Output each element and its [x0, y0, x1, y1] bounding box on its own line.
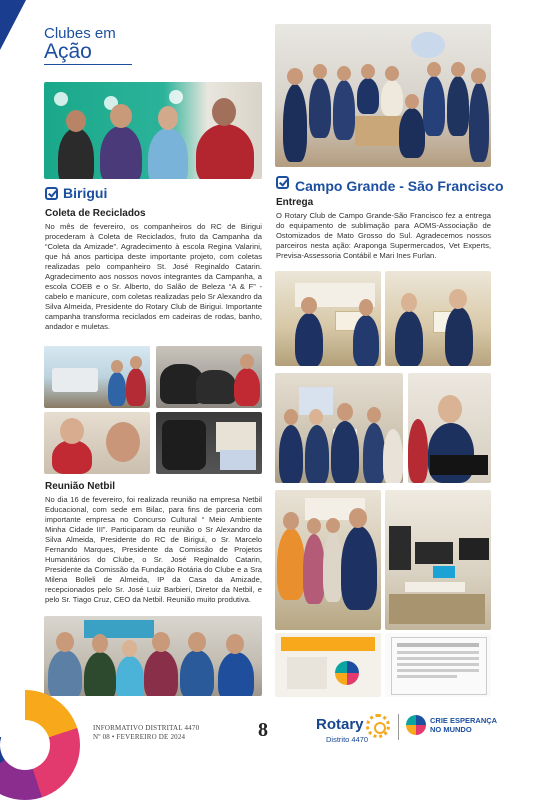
- birigui-group-photo: [44, 82, 262, 179]
- page-number: 8: [258, 719, 268, 741]
- rotary-logo-text: Rotary: [316, 716, 364, 733]
- birigui-heading: Birigui: [63, 185, 108, 201]
- district-label: Distrito 4470: [326, 735, 369, 744]
- rotary-wheel-icon: [366, 714, 390, 738]
- campo-grande-check-icon: [276, 176, 289, 189]
- hope-logo-icon: [406, 715, 426, 735]
- birigui-check-icon: [45, 187, 58, 200]
- birigui-body: No mês de fevereiro, os companheiros do RC de Birigui procederam à Coleta de Reciclados, fruto da Campanha da “Coleta da Amizade”. Agradecimento à escola Regina Valarini, que há anos participa deste importante projeto, com coletas realizadas pelo companheiro St. José Reginaldo Catarin. Agradecimento aos nossos novos integrantes da Campanha, a escola COEB e o Sr. Alberto, do Salão de Beleza “A & F” - cabelo e manicure, com coletas realizadas pelo Sr Alexandro da Silva Almeida, Presidente do Rotary Club de Birigui. Importante campanha transforma reciclados em cadeiras de rodas, banho, andador e muletas.: [45, 222, 262, 331]
- netbil-meeting-photo: [44, 616, 262, 696]
- footer-line1: INFORMATIVO DISTRITAL 4470: [93, 724, 200, 732]
- netbil-subtitle: Reunião Netbil: [45, 481, 116, 492]
- delivery-photo-4: [408, 373, 491, 483]
- sublimation-equipment-photo: [385, 490, 491, 630]
- section-title-line2: Ação: [44, 40, 92, 63]
- delivery-photo-5: [275, 490, 381, 630]
- birigui-subtitle: Coleta de Reciclados: [45, 208, 146, 219]
- recycling-photo-3: [44, 412, 150, 474]
- section-title: [44, 26, 116, 63]
- campo-grande-subtitle: Entrega: [276, 197, 314, 208]
- footer-divider: [398, 714, 399, 740]
- title-underline: [44, 64, 132, 65]
- corner-accent: [0, 0, 26, 50]
- footer-line2: Nº 08 • FEVEREIRO DE 2024: [93, 733, 186, 741]
- rotary-poster-2: [385, 633, 491, 697]
- rotary-poster-1: [275, 633, 381, 697]
- delivery-photo-2: [385, 271, 491, 366]
- campo-grande-group-photo: [275, 24, 491, 167]
- recycling-photo-4: [156, 412, 262, 474]
- recycling-photo-2: [156, 346, 262, 408]
- delivery-photo-1: [275, 271, 381, 366]
- section-title-line1: Clubes em: [44, 25, 116, 42]
- recycling-photo-1: [44, 346, 150, 408]
- campo-grande-body: O Rotary Club de Campo Grande-São Francisco fez a entrega do equipamento de sublimação para AOMS-Associação de Ostomizados de Mato Grosso do Sul. Agradecemos nossos parceiros nesta ação: Araponga Supermercados, Vet Experts, Previsa-Assessoria Contábil e Mari Ines Furlan.: [276, 211, 491, 260]
- delivery-photo-3: [275, 373, 403, 483]
- decorative-swirl-center: [0, 720, 50, 770]
- hope-slogan-line1: CRIE ESPERANÇA: [430, 716, 498, 725]
- campo-grande-heading: Campo Grande - São Francisco: [295, 178, 504, 194]
- hope-slogan-line2: NO MUNDO: [430, 725, 472, 734]
- netbil-body: No dia 16 de fevereiro, foi realizada reunião na empresa Netbil Educacional, com sede em Bilac, para fins de parceria com importante empresa no Concurso Cultural “ Meio Ambiente Minha Cidade III”. Participaram da reunião o Sr Alexandro da Silva Almeida, Presidente do RC de Birigui, o Sr. Marcelo Fernando Marques, Presidente da Comissão de Projetos Humanitários do Clube, o Sr. José Reginaldo Catarin, Presidente da Comissão da Fundação Rotária do Clube e a Sra Milena Bolleli de Almeida, IP da Casa da Amizade, recepcionados pelo Sr. José Luiz Barbieri, Diretor da Netbil, e pelo Sr. Tiago Cruz, CEO da Netbil. Reunião muito produtiva.: [45, 495, 262, 604]
- hope-slogan: [430, 716, 497, 734]
- footer-publication: [93, 724, 199, 742]
